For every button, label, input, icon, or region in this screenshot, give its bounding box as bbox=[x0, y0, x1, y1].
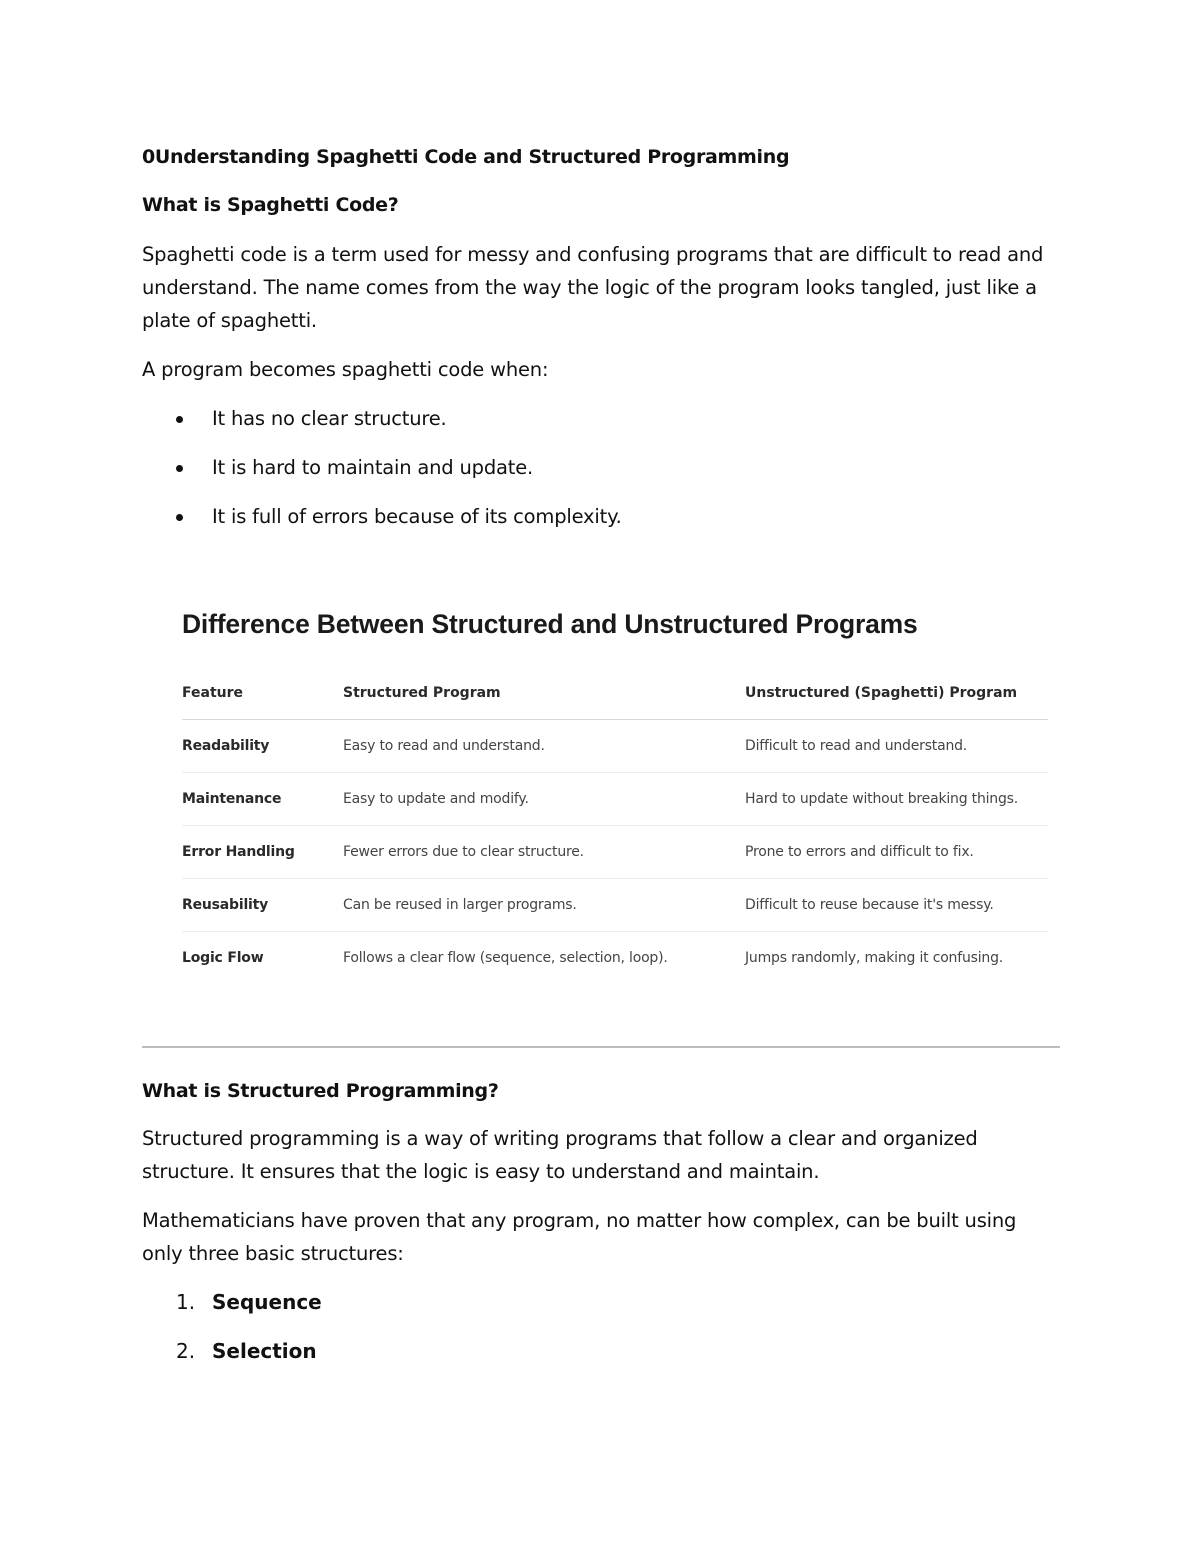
column-header-structured: Structured Program bbox=[343, 667, 745, 720]
unstructured-cell: Jumps randomly, making it confusing. bbox=[745, 950, 1004, 966]
unstructured-cell: Difficult to read and understand. bbox=[745, 720, 1048, 773]
spaghetti-bullet-list bbox=[142, 402, 1062, 549]
unstructured-cell: Prone to errors and difficult to fix. bbox=[745, 826, 1048, 879]
column-header-feature: Feature bbox=[182, 667, 343, 720]
table-row bbox=[182, 932, 1048, 985]
feature-cell: Reusability bbox=[182, 879, 343, 932]
horizontal-divider bbox=[142, 1046, 1060, 1048]
bullet-icon bbox=[176, 514, 183, 521]
feature-cell: Readability bbox=[182, 720, 343, 773]
structured-cell: Follows a clear flow (sequence, selection, loop). bbox=[343, 950, 668, 966]
structured-cell: Can be reused in larger programs. bbox=[343, 879, 745, 932]
table-header-row bbox=[182, 667, 1048, 720]
list-item: It is hard to maintain and update. bbox=[142, 451, 1062, 500]
list-item: It has no clear structure. bbox=[142, 402, 1062, 451]
structured-cell: Easy to update and modify. bbox=[343, 773, 745, 826]
document-body bbox=[142, 140, 1062, 549]
comparison-table bbox=[182, 667, 1048, 984]
comparison-table-figure bbox=[182, 598, 1048, 984]
feature-cell: Error Handling bbox=[182, 826, 343, 879]
unstructured-cell: Difficult to reuse because it's messy. bbox=[745, 879, 1048, 932]
table-row bbox=[182, 773, 1048, 826]
figure-title: Difference Between Structured and Unstructured Programs bbox=[182, 609, 918, 639]
table-row bbox=[182, 826, 1048, 879]
table-row bbox=[182, 879, 1048, 932]
structured-cell: Easy to read and understand. bbox=[343, 720, 745, 773]
list-item: 2. Selection bbox=[176, 1339, 317, 1363]
heading-structured-programming: What is Structured Programming? bbox=[142, 1080, 499, 1102]
three-structures-paragraph: Mathematicians have proven that any program, no matter how complex, can be built using only three basic structures: bbox=[142, 1209, 1017, 1265]
bullet-icon bbox=[176, 416, 183, 423]
unstructured-cell: Hard to update without breaking things. bbox=[745, 773, 1048, 826]
basic-structures-list bbox=[142, 1286, 1062, 1384]
feature-cell: Logic Flow bbox=[182, 950, 264, 966]
document-title: 0Understanding Spaghetti Code and Structured Programming bbox=[142, 146, 790, 168]
structured-definition-paragraph: Structured programming is a way of writing programs that follow a clear and organized structure. It ensures that the logic is easy to understand and maintain. bbox=[142, 1127, 978, 1183]
list-item: 1. Sequence bbox=[176, 1290, 322, 1314]
structured-cell: Fewer errors due to clear structure. bbox=[343, 826, 745, 879]
column-header-unstructured: Unstructured (Spaghetti) Program bbox=[745, 667, 1048, 720]
heading-spaghetti-code: What is Spaghetti Code? bbox=[142, 194, 399, 216]
spaghetti-definition-paragraph: Spaghetti code is a term used for messy and confusing programs that are difficult to read and understand. The name comes from the way the logic of the program looks tangled, just like a plate of spaghetti. bbox=[142, 243, 1044, 332]
bullet-icon bbox=[176, 465, 183, 472]
feature-cell: Maintenance bbox=[182, 773, 343, 826]
structured-programming-section bbox=[142, 1074, 1062, 1384]
list-item: It is full of errors because of its complexity. bbox=[142, 500, 1062, 549]
table-row bbox=[182, 720, 1048, 773]
spaghetti-intro-text: A program becomes spaghetti code when: bbox=[142, 358, 549, 381]
